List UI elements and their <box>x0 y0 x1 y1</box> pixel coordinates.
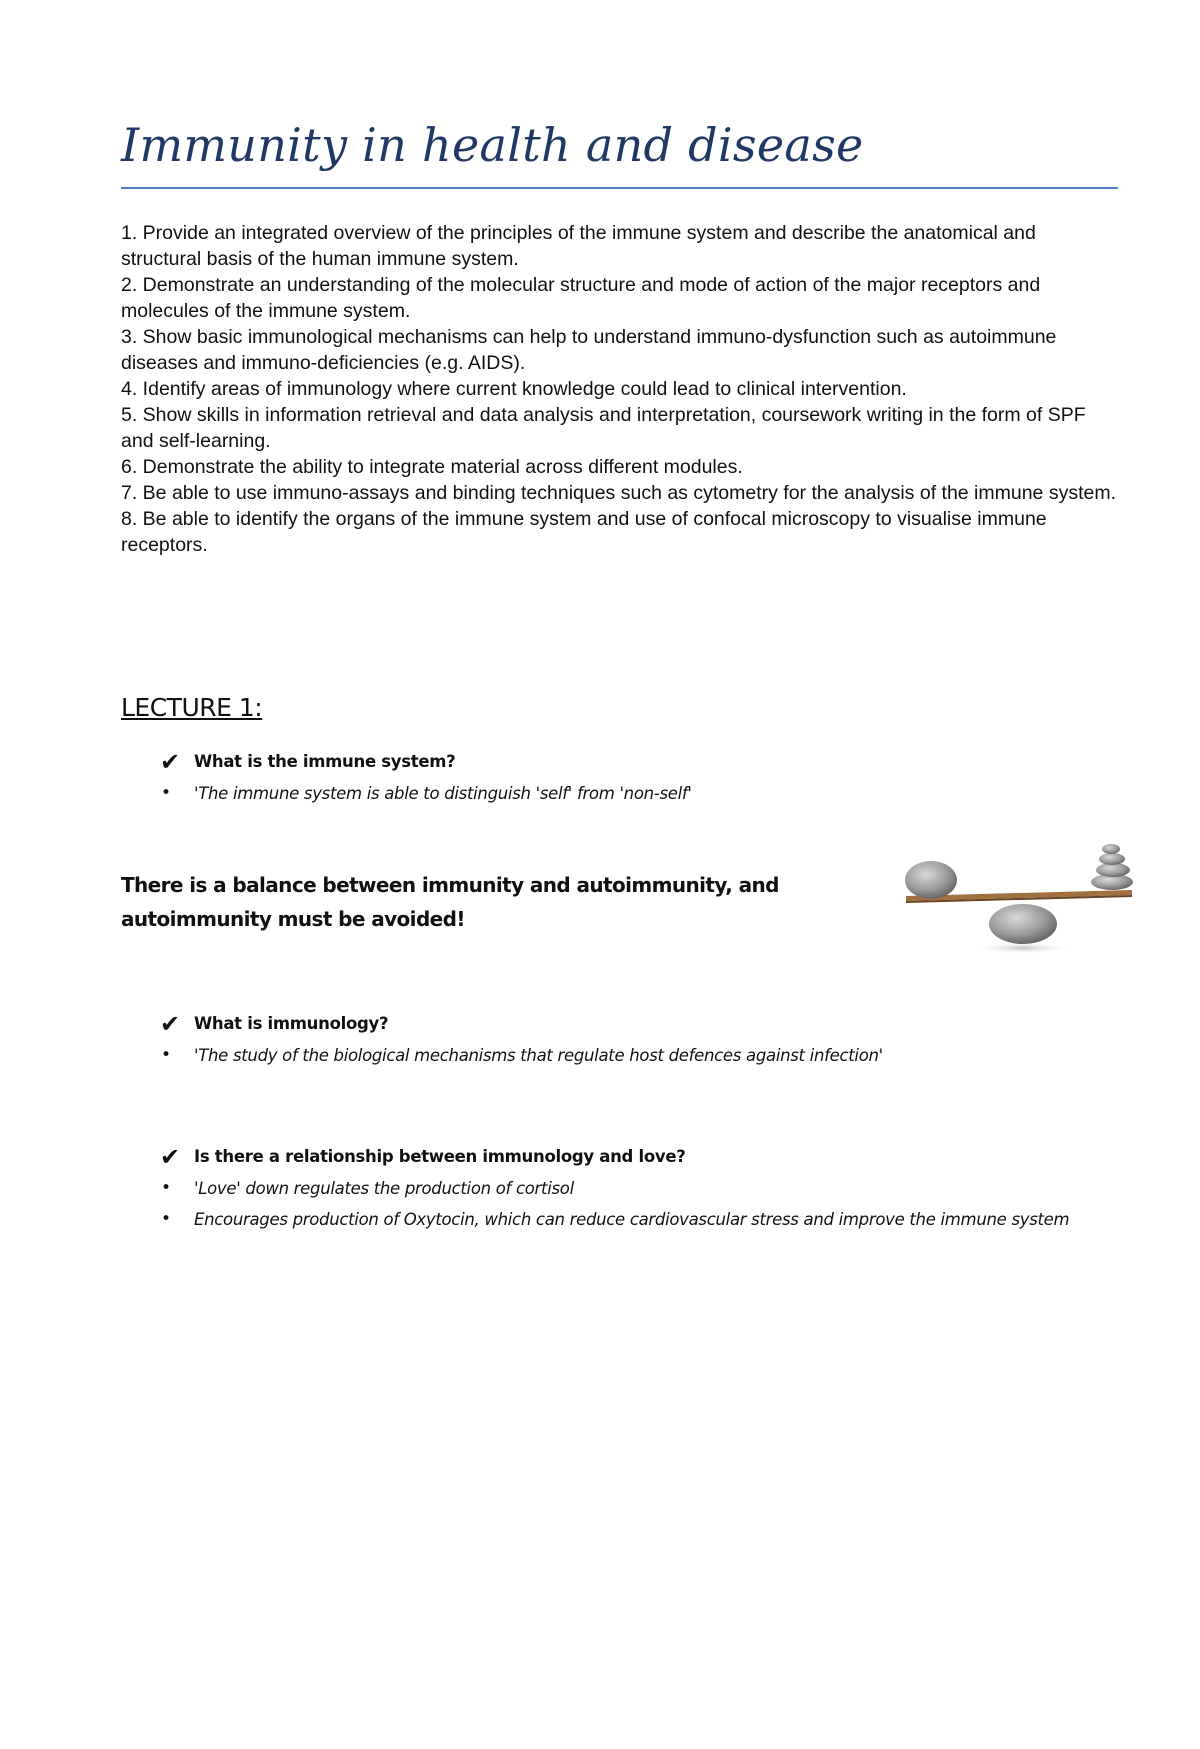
question-block <box>160 1143 1120 1235</box>
objectives-list <box>121 220 1121 558</box>
bullet-icon: • <box>161 1178 172 1198</box>
objective-item: 5. Show skills in information retrieval and data analysis and interpretation, coursework writing in the form of SPF and self-learning. <box>121 404 1086 452</box>
checkmark-icon: ✔ <box>160 1010 181 1038</box>
answer-text: Encourages production of Oxytocin, which can reduce cardiovascular stress and improve the immune system <box>194 1210 1070 1229</box>
question-text: Is there a relationship between immunology and love? <box>194 1147 686 1166</box>
question-text: What is the immune system? <box>194 752 456 771</box>
objective-item: 4. Identify areas of immunology where current knowledge could lead to clinical intervention. <box>121 378 907 400</box>
balance-stones-icon <box>896 836 1146 956</box>
lecture-heading: LECTURE 1: <box>121 693 263 722</box>
question-block <box>160 748 1120 809</box>
bullet-icon: • <box>161 1045 172 1065</box>
objective-item: 2. Demonstrate an understanding of the molecular structure and mode of action of the major receptors and molecules of the immune system. <box>121 274 1041 322</box>
checkmark-icon: ✔ <box>160 1143 181 1171</box>
question-text: What is immunology? <box>194 1014 389 1033</box>
objective-item: 1. Provide an integrated overview of the principles of the immune system and describe the anatomical and structural basis of the human immune system. <box>121 222 1036 270</box>
answer-text: 'The study of the biological mechanisms that regulate host defences against infection' <box>194 1046 883 1065</box>
answer-text: 'Love' down regulates the production of cortisol <box>194 1179 574 1198</box>
bullet-icon: • <box>161 1209 172 1229</box>
answer-text: 'The immune system is able to distinguish 'self' from 'non-self' <box>194 784 692 803</box>
document-title: Immunity in health and disease <box>121 118 864 172</box>
checkmark-icon: ✔ <box>160 748 181 776</box>
title-underline-rule <box>121 187 1118 189</box>
bullet-icon: • <box>161 783 172 803</box>
question-block <box>160 1010 1120 1071</box>
objective-item: 8. Be able to identify the organs of the immune system and use of confocal microscopy to visualise immune receptors. <box>121 508 1047 556</box>
objective-item: 7. Be able to use immuno-assays and binding techniques such as cytometry for the analysis of the immune system. <box>121 482 1116 504</box>
objective-item: 3. Show basic immunological mechanisms can help to understand immuno-dysfunction such as autoimmune diseases and immuno-deficiencies (e.g. AIDS). <box>121 326 1057 374</box>
balance-statement: There is a balance between immunity and autoimmunity, and autoimmunity must be avoided! <box>121 873 779 931</box>
objective-item: 6. Demonstrate the ability to integrate material across different modules. <box>121 456 743 478</box>
